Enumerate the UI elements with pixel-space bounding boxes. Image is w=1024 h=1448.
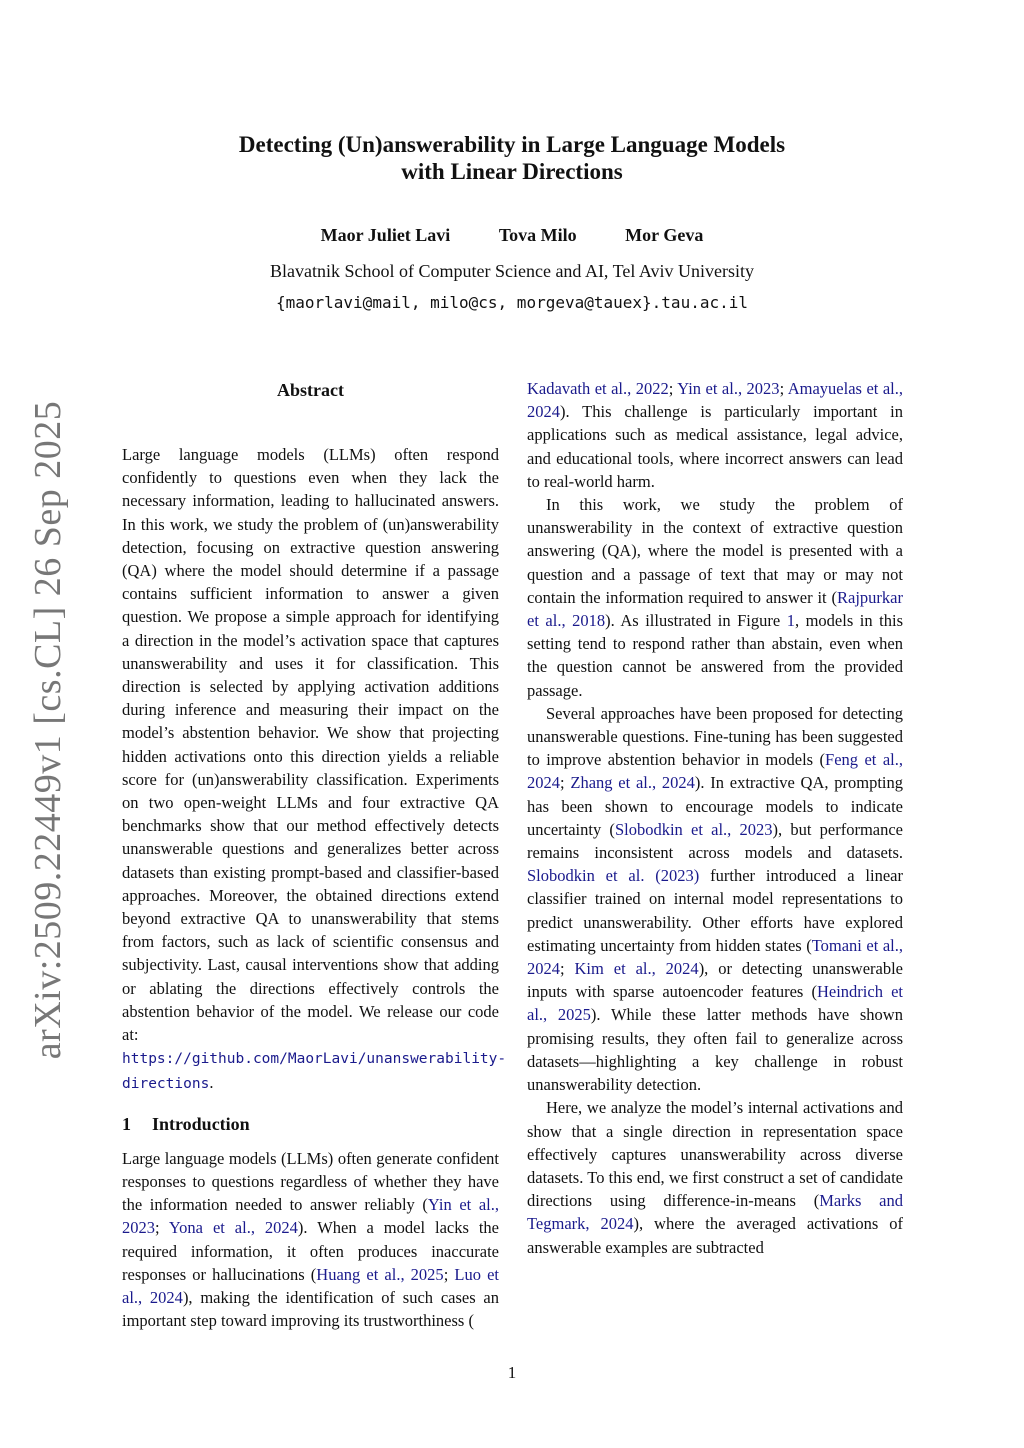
code-link[interactable]: https://github.com/MaorLavi/unanswerability-directions [122, 1051, 507, 1093]
citation-link[interactable]: Yin et al., 2023 [677, 379, 780, 398]
figure-link[interactable]: 1 [786, 611, 795, 631]
citation-link[interactable]: Tomani et al., 2024 [527, 935, 904, 979]
citation-link[interactable]: Zhang et al., 2024 [570, 773, 695, 793]
section-heading-introduction [122, 1111, 499, 1137]
citation-link[interactable]: Rajpurkar et al., 2018 [527, 587, 903, 631]
citation-link[interactable]: Amayuelas et al., 2024 [527, 379, 903, 422]
author-name: Maor Juliet Lavi [320, 225, 451, 245]
page-number: 1 [507, 1363, 517, 1382]
paper-title [112, 131, 912, 185]
citation-link[interactable]: Kim et al., 2024 [574, 959, 699, 979]
citation-link[interactable]: Kadavath et al., 2022 [527, 379, 669, 398]
title-line-1: Detecting (Un)answerability in Large Language Models [238, 132, 786, 157]
citation-link[interactable]: Feng et al., 2024 [527, 750, 903, 793]
citation-link[interactable]: Huang et al., 2025 [316, 1264, 444, 1284]
abstract-heading: Abstract [277, 380, 344, 400]
citation-link[interactable]: Marks and Tegmark, 2024 [527, 1191, 904, 1234]
intro-paragraph-3: Several approaches have been proposed for detecting unanswerable questions. Fine-tuning has been suggested to improve abstention behavior in models (Feng et al., 2024; Zhang et al., 2024). In extractive QA, prompting has been shown to encourage models to indicate uncertainty (Slobodkin et al., 2023), but performance remains inconsistent across models and datasets. Slobodkin et al. (2023) further introduced a linear classifier trained on internal model representations to predict unanswerability. Other efforts have explored estimating uncertainty from hidden states (Tomani et al., 2024; Kim et al., 2024), or detecting unanswerable inputs with sparse autoencoder features (Heindrich et al., 2025). While these latter methods have shown promising results, they often fail to generalize across datasets—highlighting a key challenge in robust unanswerability detection. [527, 703, 904, 1095]
citation-link[interactable]: Heindrich et al., 2025 [527, 982, 903, 1025]
intro-paragraph-1-continued: Kadavath et al., 2022; Yin et al., 2023; Amayuelas et al., 2024). This challenge is particularly important in applications such as medical assistance, legal advice, and educational tools, where incorrect answers can lead to real-world harm. [527, 379, 903, 491]
author-list [112, 222, 912, 248]
intro-paragraph-2: In this work, we study the problem of unanswerability in the context of extractive question answering (QA), where the model is presented with a question and a passage of text that may or may not contain the information required to answer it (Rajpurkar et al., 2018). As illustrated in Figure 1, models in this setting tend to respond rather than abstain, even when the question cannot be answered from the provided passage. [527, 495, 903, 700]
section-title: Introduction [152, 1113, 250, 1134]
affiliation: Blavatnik School of Computer Science and AI, Tel Aviv University [270, 261, 754, 281]
right-column [527, 377, 903, 1259]
arxiv-identifier: arXiv:2509.22449v1 [cs.CL] 26 Sep 2025 [27, 400, 69, 1060]
citation-link[interactable]: Yona et al., 2024 [168, 1218, 298, 1238]
author-name: Mor Geva [625, 225, 704, 245]
author-name: Tova Milo [498, 225, 577, 245]
citation-link[interactable]: Yin et al., 2023 [122, 1195, 499, 1238]
citation-link[interactable]: Luo et al., 2024 [122, 1264, 499, 1307]
section-number: 1 [122, 1113, 131, 1134]
author-emails: {maorlavi@mail, milo@cs, morgeva@tauex}.tau.ac.il [275, 293, 748, 312]
abstract-text: Large language models (LLMs) often respond confidently to questions even when they lack the necessary information, leading to hallucinated answers. In this work, we study the problem of (un)answerability detection, focusing on extractive question answering (QA) where the model should determine if a passage contains sufficient information to answer a given question. We propose a simple approach for identifying a direction in the model’s activation space that captures unanswerability and uses it for classification. This direction is selected by applying activation additions during inference and measuring their impact on the model’s abstention behavior. We show that projecting hidden activations onto this direction yields a reliable score for (un)answerability classification. Experiments on two open-weight LLMs and four extractive QA benchmarks show that our method effectively detects unanswerable questions and generalizes better across datasets than existing prompt-based and classifier-based approaches. Moreover, the obtained directions extend beyond extractive QA to unanswerability that stems from factors, such as lack of scientific consensus and subjectivity. Last, causal interventions show that adding or ablating the directions effectively controls the abstention behavior of the model. We release our code at: https://github.com/MaorLavi/unanswerability-directions. [122, 445, 507, 1093]
citation-link[interactable]: Slobodkin et al., 2023 [614, 819, 773, 839]
left-column [122, 377, 507, 1332]
intro-paragraph-1: Large language models (LLMs) often generate confident responses to questions regardless of whether they have the information needed to answer reliably (Yin et al., 2023; Yona et al., 2024). When a model lacks the required information, it often produces inaccurate responses or hallucinations (Huang et al., 2025; Luo et al., 2024), making the identification of such cases an important step toward improving its trustworthiness ( [122, 1148, 499, 1331]
title-line-2: with Linear Directions [401, 159, 623, 184]
citation-link[interactable]: Slobodkin et al. (2023) [527, 866, 700, 886]
intro-paragraph-4: Here, we analyze the model’s internal activations and show that a single direction in representation space effectively captures unanswerability across diverse datasets. To this end, we first construct a set of candidate directions using difference-in-means (Marks and Tegmark, 2024), where the averaged activations of answerable examples are subtracted [527, 1098, 904, 1257]
